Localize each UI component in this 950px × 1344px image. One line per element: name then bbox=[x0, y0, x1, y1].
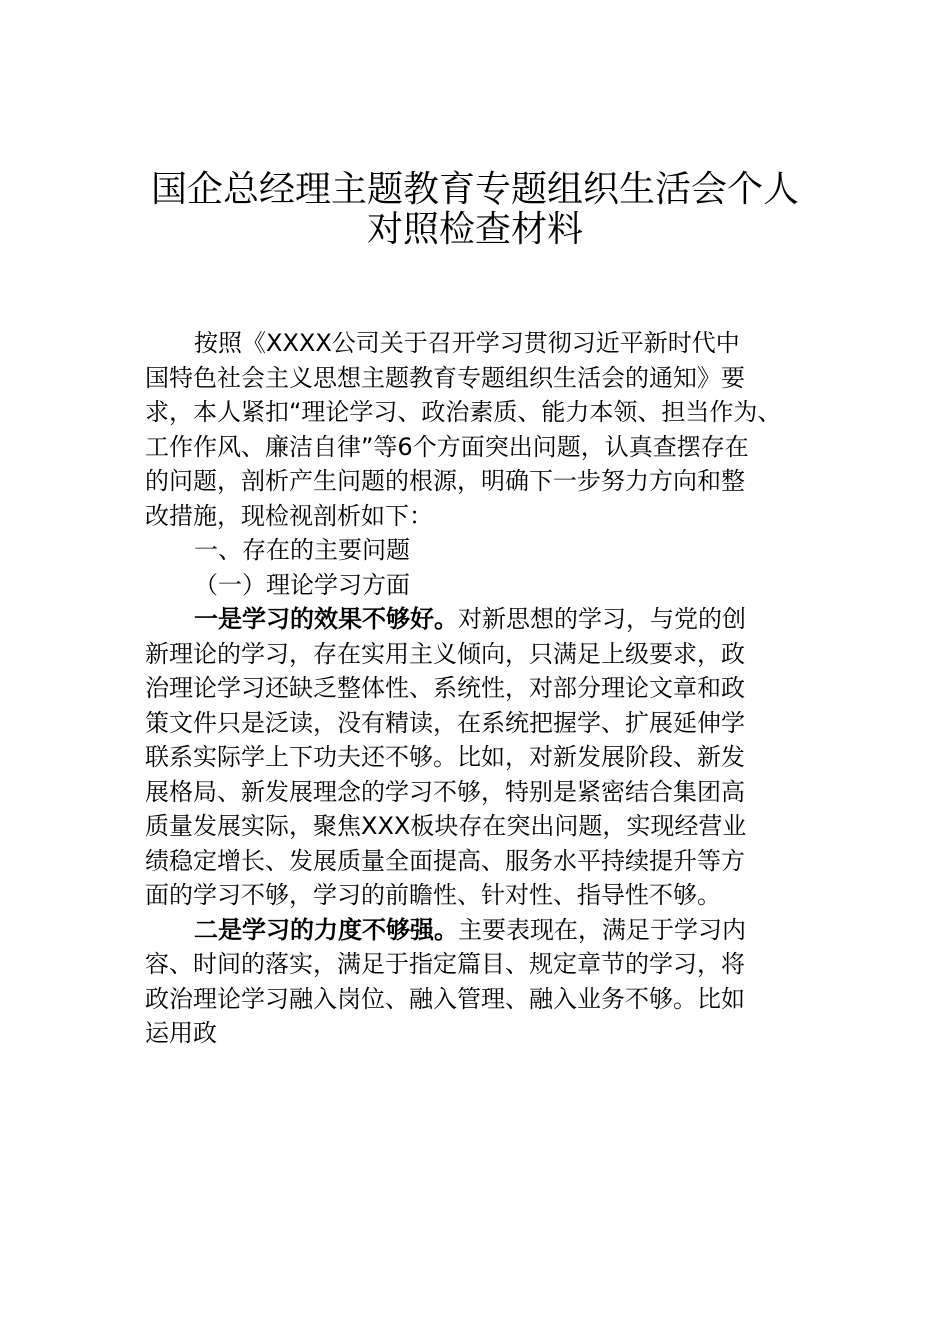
body-line-text: 主要表现在，满足于学习内 bbox=[458, 915, 746, 944]
body-line bbox=[145, 602, 810, 637]
body-line: 质量发展实际，聚焦XXX板块存在突出问题，实现经营业 bbox=[145, 812, 747, 840]
section-heading: 一、存在的主要问题 bbox=[194, 536, 410, 564]
document-title-line-2: 对照检查材料 bbox=[366, 209, 583, 250]
body-line: 新理论的学习，存在实用主义倾向，只满足上级要求，政 bbox=[145, 639, 745, 668]
body-line: 绩稳定增长、发展质量全面提高、服务水平持续提升等方 bbox=[145, 846, 745, 875]
body-line: 面的学习不够，学习的前瞻性、针对性、指导性不够。 bbox=[145, 881, 721, 909]
body-line: 政治理论学习融入岗位、融入管理、融入业务不够。比如 bbox=[145, 984, 745, 1013]
body-line: 运用政 bbox=[145, 1019, 217, 1047]
point-heading-2: 二是学习的力度不够强。 bbox=[194, 915, 458, 944]
body-line: 联系实际学上下功夫还不够。比如，对新发展阶段、新发 bbox=[145, 743, 745, 771]
body-line: 展格局、新发展理念的学习不够，特别是紧密结合集团高 bbox=[145, 777, 745, 806]
body-line: 按照《XXXX公司关于召开学习贯彻习近平新时代中 bbox=[194, 329, 740, 357]
subsection-heading: （一）理论学习方面 bbox=[194, 570, 410, 599]
body-line: 改措施，现检视剖析如下： bbox=[145, 501, 433, 530]
body-line: 求，本人紧扣“理论学习、政治素质、能力本领、担当作为、 bbox=[145, 398, 782, 426]
body-line: 国特色社会主义思想主题教育专题组织生活会的通知》要 bbox=[145, 363, 745, 392]
document-title-line-1: 国企总经理主题教育专题组织生活会个人 bbox=[150, 169, 799, 210]
point-heading-1: 一是学习的效果不够好。 bbox=[194, 605, 458, 633]
body-line-text: 对新思想的学习，与党的创 bbox=[458, 605, 746, 633]
body-line: 工作作风、廉洁自律”等6个方面突出问题，认真查摆存在 bbox=[145, 432, 749, 461]
body-line: 的问题，剖析产生问题的根源，明确下一步努力方向和整 bbox=[145, 467, 745, 495]
document-body bbox=[145, 326, 810, 1051]
body-line bbox=[145, 913, 810, 948]
body-line: 治理论学习还缺乏整体性、系统性，对部分理论文章和政 bbox=[145, 674, 745, 702]
body-line: 策文件只是泛读，没有精读，在系统把握学、扩展延伸学 bbox=[145, 708, 745, 737]
body-line: 容、时间的落实，满足于指定篇目、规定章节的学习，将 bbox=[145, 950, 745, 978]
